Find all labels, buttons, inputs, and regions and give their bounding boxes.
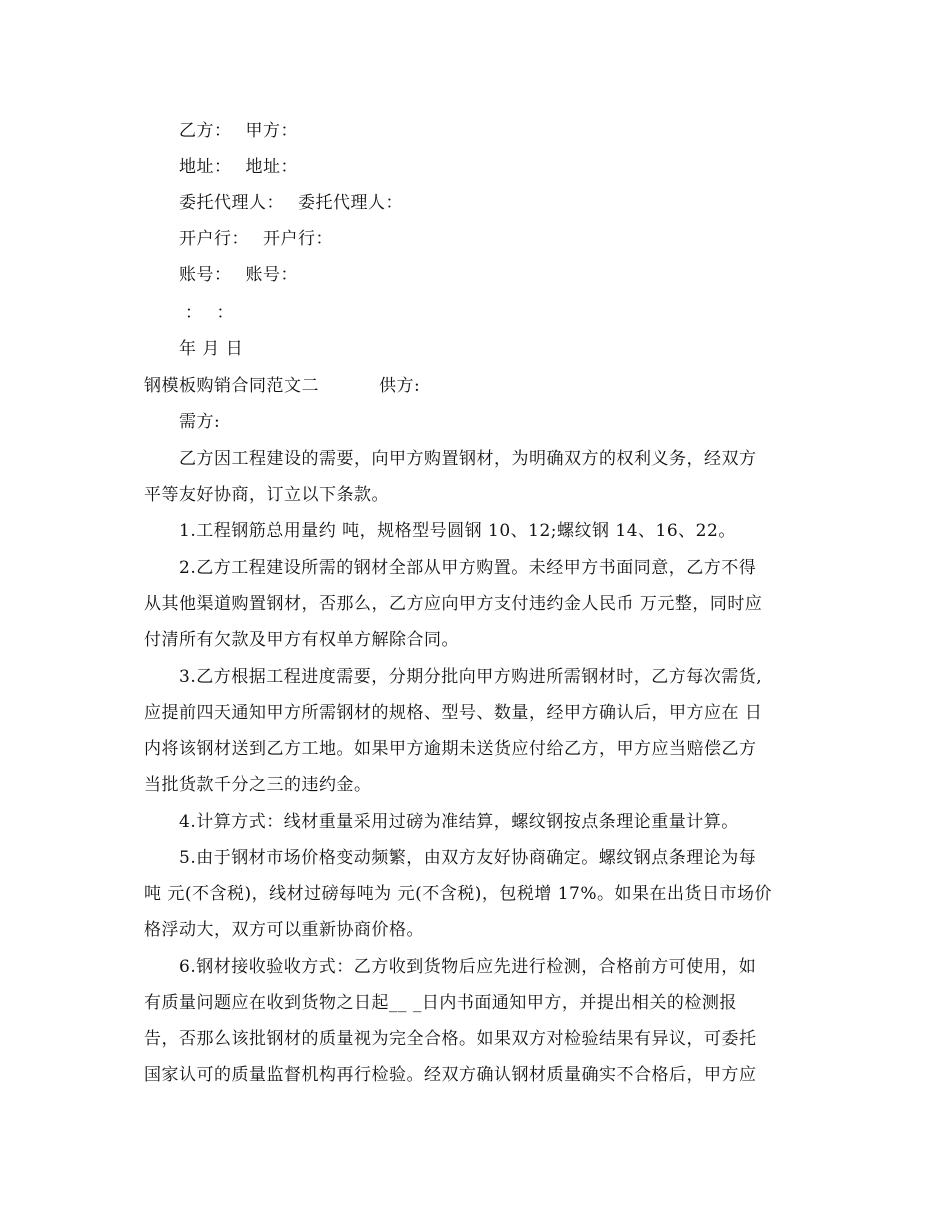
- clause-2-line-3: 付清所有欠款及甲方有权单方解除合同。: [144, 630, 459, 650]
- signature-row-address: [179, 157, 298, 177]
- clause-5-line-3: 格浮动大，双方可以重新协商价格。: [144, 920, 424, 940]
- intro-line-1: 乙方因工程建设的需要，向甲方购置钢材，为明确双方的权利义务，经双方: [179, 449, 757, 469]
- clause-2-line-1: 2.乙方工程建设所需的钢材全部从甲方购置。未经甲方书面同意，乙方不得: [179, 558, 757, 578]
- party-b-agent-label: 委托代理人：: [179, 193, 284, 213]
- contract-title-row: [144, 376, 420, 396]
- clause-5-line-2: 吨 元(不含税)，线材过磅每吨为 元(不含税)，包税增 17%。如果在出货日市场价: [144, 884, 773, 904]
- clause-2-line-2: 从其他渠道购置钢材，否那么，乙方应向甲方支付违约金人民币 万元整，同时应: [144, 594, 763, 614]
- clause-6-line-4: 国家认可的质量监督机构再行检验。经双方确认钢材质量确实不合格后，甲方应: [144, 1065, 757, 1085]
- clause-1-line-1: 1.工程钢筋总用量约 吨，规格型号圆钢 10、12;螺纹钢 14、16、22。: [179, 521, 736, 541]
- supplier-label: 供方:: [379, 376, 421, 396]
- clause-5-line-1: 5.由于钢材市场价格变动频繁，由双方友好协商确定。螺纹钢点条理论为每: [179, 848, 757, 868]
- party-a-blank-label: ：: [216, 303, 234, 323]
- party-a-agent-label: 委托代理人：: [298, 193, 403, 213]
- signature-row-account: [179, 265, 298, 285]
- signature-date: 年 月 日: [179, 339, 244, 359]
- signature-row-agent: [179, 193, 403, 213]
- party-b-bank-label: 开户行：: [179, 229, 249, 249]
- clause-3-line-2: 应提前四天通知甲方所需钢材的规格、型号、数量，经甲方确认后，甲方应在 日: [144, 703, 763, 723]
- party-a-address-label: 地址：: [245, 157, 298, 177]
- signature-row-blank: [185, 303, 234, 323]
- signature-row-bank: [179, 229, 333, 249]
- clause-3-line-1: 3.乙方根据工程进度需要，分期分批向甲方购进所需钢材时，乙方每次需货,: [179, 667, 763, 687]
- party-a-label: 甲方：: [245, 121, 298, 141]
- clause-6-line-2: 有质量问题应在收到货物之日起__ _日内书面通知甲方，并提出相关的检测报: [144, 993, 737, 1013]
- party-b-address-label: 地址：: [179, 157, 232, 177]
- clause-6-line-3: 告，否那么该批钢材的质量视为完全合格。如果双方对检验结果有异议，可委托: [144, 1029, 757, 1049]
- party-a-bank-label: 开户行：: [263, 229, 333, 249]
- intro-line-2: 平等友好协商，订立以下条款。: [144, 485, 389, 505]
- contract-title: 钢模板购销合同范文二: [144, 376, 319, 396]
- clause-3-line-4: 当批货款千分之三的违约金。: [144, 775, 372, 795]
- party-a-account-label: 账号：: [245, 265, 298, 285]
- buyer-label: 需方:: [179, 412, 221, 432]
- signature-row-party: [179, 121, 298, 141]
- party-b-label: 乙方：: [179, 121, 232, 141]
- clause-3-line-3: 内将该钢材送到乙方工地。如果甲方逾期未送货应付给乙方，甲方应当赔偿乙方: [144, 739, 757, 759]
- clause-6-line-1: 6.钢材接收验收方式：乙方收到货物后应先进行检测，合格前方可使用，如: [179, 957, 757, 977]
- clause-4-line-1: 4.计算方式：线材重量采用过磅为准结算，螺纹钢按点条理论重量计算。: [179, 812, 739, 832]
- party-b-blank-label: ：: [185, 303, 203, 323]
- party-b-account-label: 账号：: [179, 265, 232, 285]
